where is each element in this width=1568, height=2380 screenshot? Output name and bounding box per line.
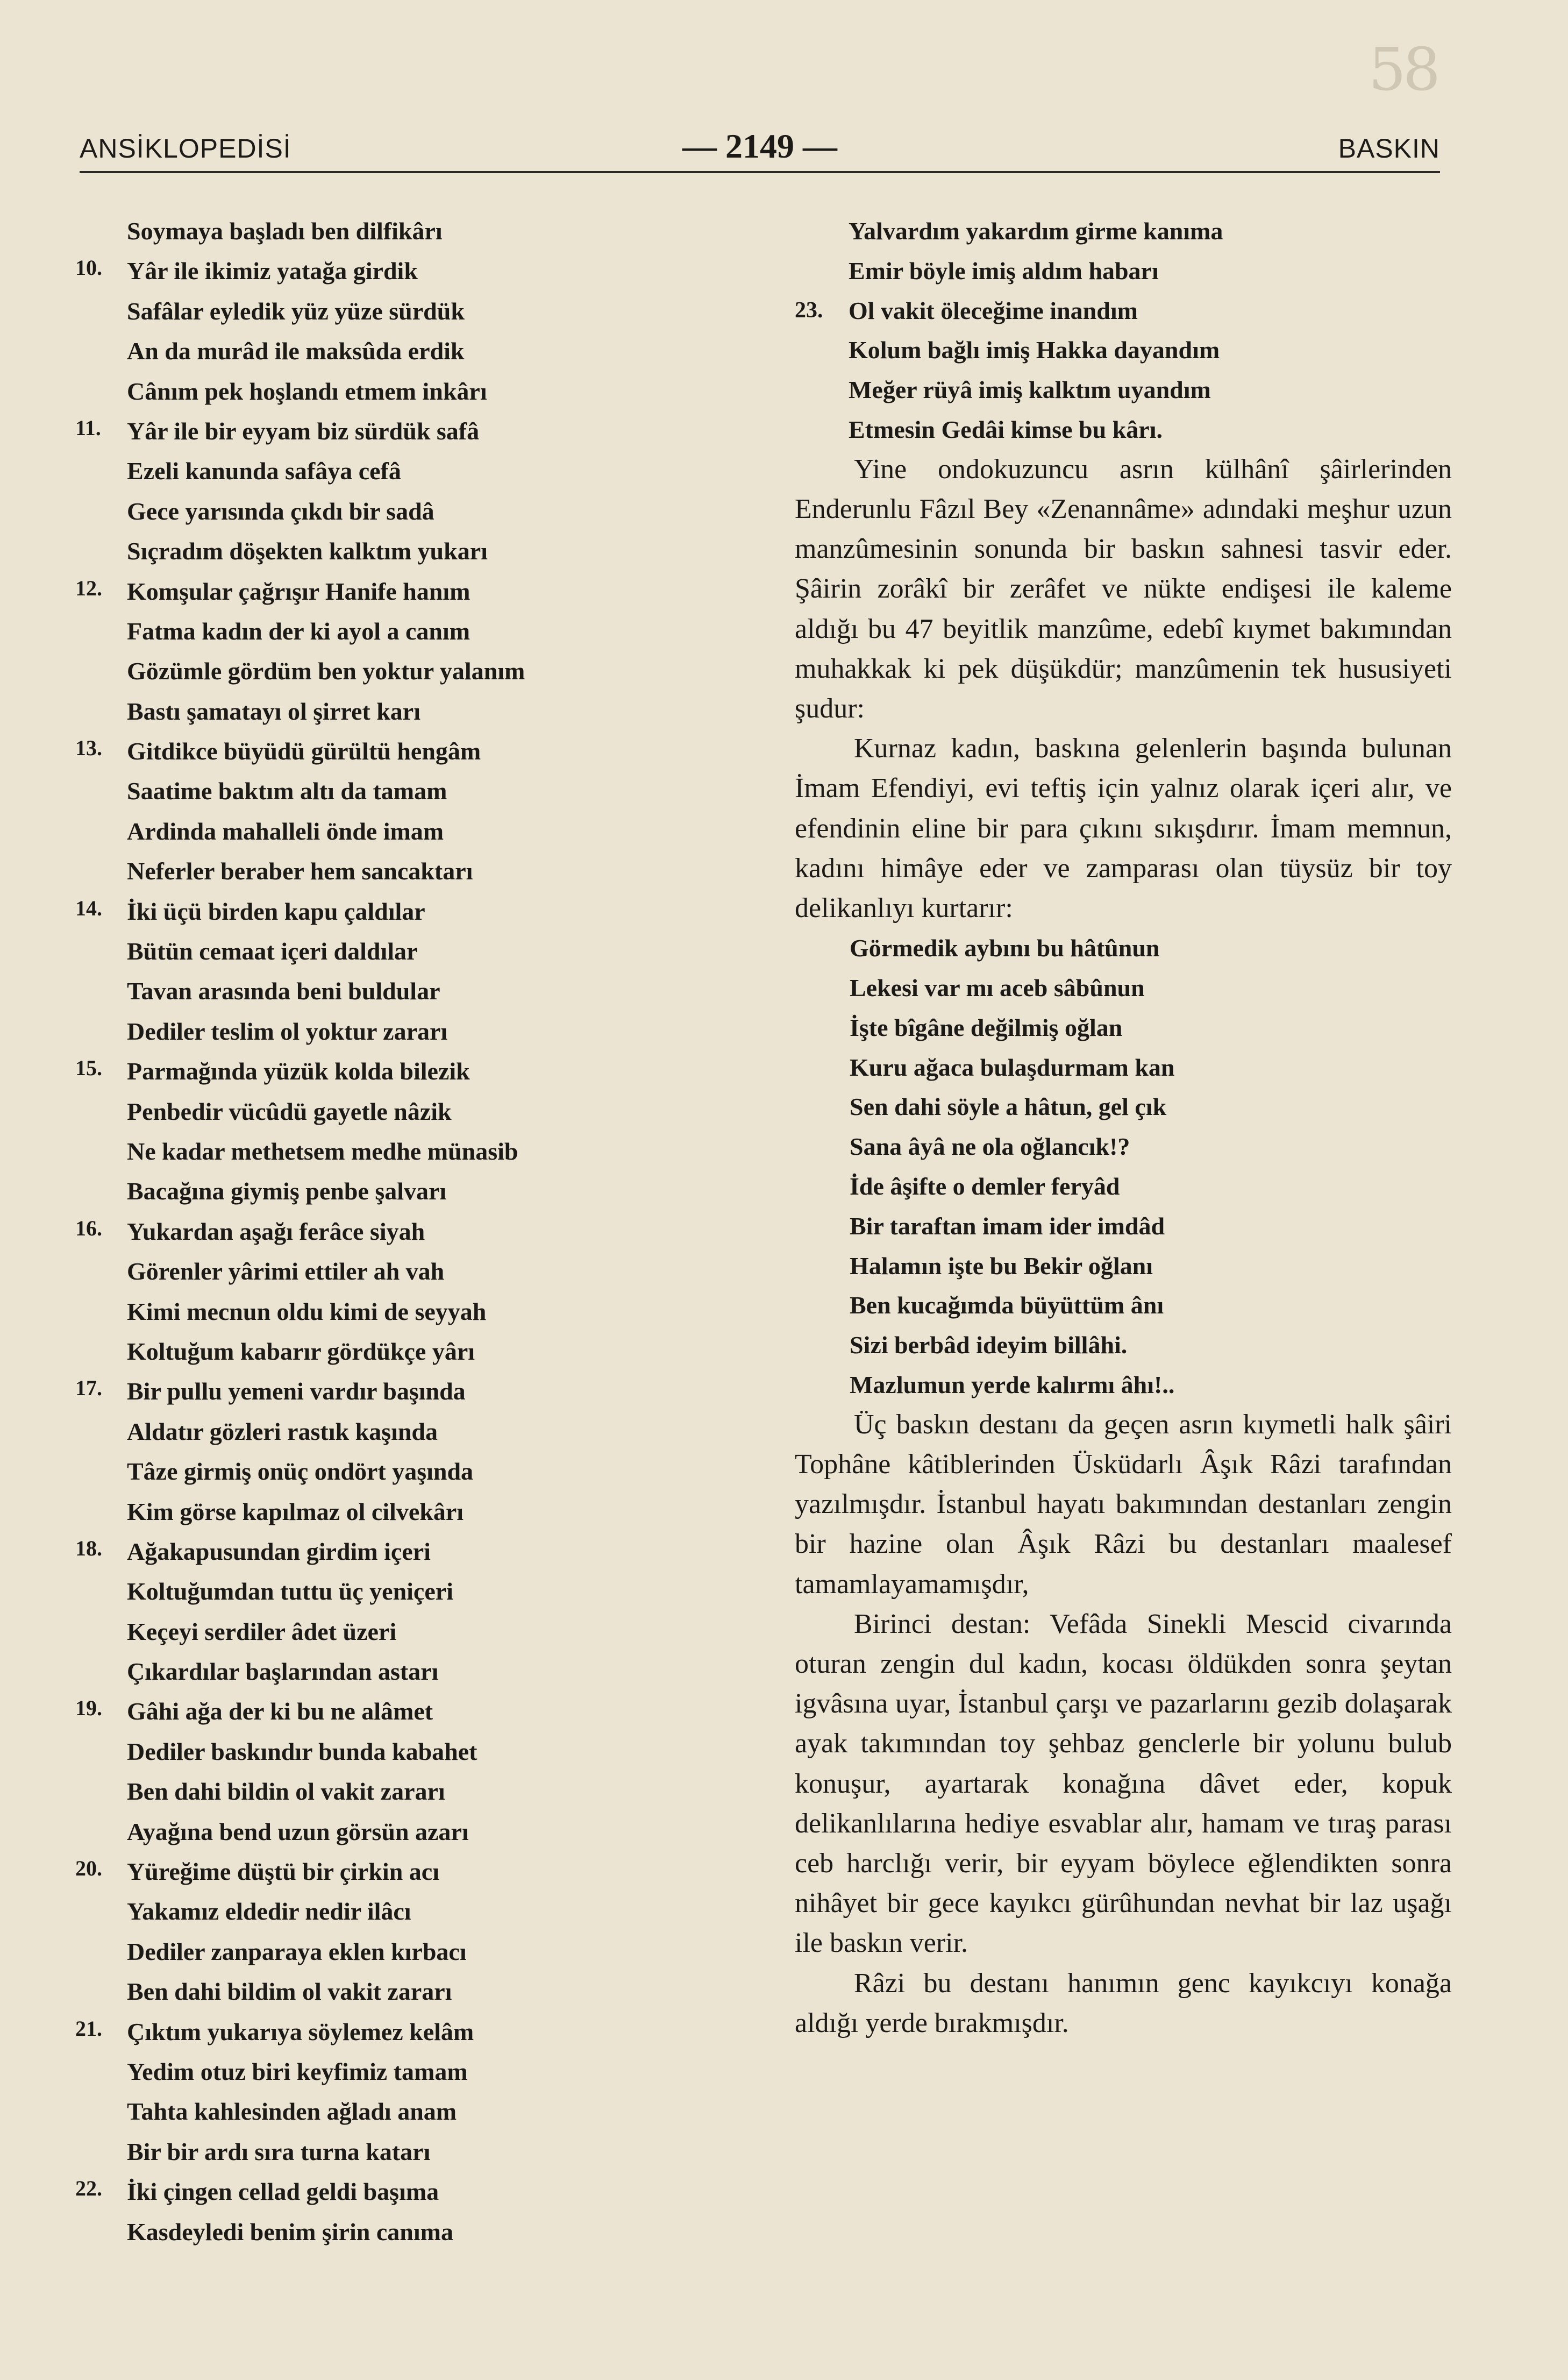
verse-text: Yâr ile bir eyyam biz sürdük safâ xyxy=(127,417,480,445)
paragraph-razi-destan: Râzi bu destanı hanımın genc kayıkcıyı konağa aldığı yerde bırakmışdır. xyxy=(795,1967,1452,2038)
verse-line xyxy=(70,1612,747,1652)
verse-text: Penbedir vücûdü gayetle nâzik xyxy=(127,1097,452,1125)
verse-line xyxy=(795,291,1452,331)
verse-text: Safâlar eyledik yüz yüze sürdük xyxy=(127,297,465,325)
verse-line xyxy=(70,1732,747,1772)
verse-text: Keçeyi serdiler âdet üzeri xyxy=(127,1617,397,1645)
verse-line xyxy=(70,1452,747,1491)
verse-number: 22. xyxy=(75,2176,102,2201)
verse-text: Parmağında yüzük kolda bilezik xyxy=(127,1057,470,1085)
verse-line: İşte bîgâne değilmiş oğlan xyxy=(850,1013,1123,1041)
verse-text: Gece yarısında çıkdı bir sadâ xyxy=(127,497,434,525)
verse-number: 17. xyxy=(75,1376,102,1401)
header-rule xyxy=(80,171,1440,173)
paragraph-birinci-destan: Birinci destan: Vefâda Sinekli Mescid civarında oturan zengin dul kadın, kocası öldükden sonra şeytan igvâsına uyar, İstanbul çarşı ve pazarlarını gezib dolaşarak ayak takımından toy şehbaz genclerle bir yolunu bulub konuşur, ayartarak konağına dâvet eder, kopuk delikanlılarına hediye esvablar alır, hamam ve tıraş parası ceb harclığı verir, bir eyyam böylece eğlendikten sonra nihâyet bir gece kayıkcı gürûhundan nevhat bir laz uşağı ile baskın verir. xyxy=(795,1608,1452,1959)
verse-text: Yüreğime düştü bir çirkin acı xyxy=(127,1858,439,1886)
verse-line: Sen dahi söyle a hâtun, gel çık xyxy=(850,1093,1167,1121)
verse-text: Emir böyle imiş aldım habarı xyxy=(849,257,1159,285)
verse-line xyxy=(70,651,747,691)
verse-number: 13. xyxy=(75,736,102,761)
left-column-verses xyxy=(70,211,747,2252)
verse-line xyxy=(70,251,747,291)
verse-line xyxy=(70,1692,747,1731)
verse-text: Dediler baskındır bunda kabahet xyxy=(127,1737,477,1765)
verse-line xyxy=(70,692,747,731)
verse-text: Ağakapusundan girdim içeri xyxy=(127,1537,431,1565)
verse-line xyxy=(70,1132,747,1171)
verse-text: Fatma kadın der ki ayol a canım xyxy=(127,617,471,645)
verse-number: 15. xyxy=(75,1056,102,1081)
verse-text: Yakamız eldedir nedir ilâcı xyxy=(127,1898,411,1926)
verse-line xyxy=(795,251,1452,291)
verse-text: Ardinda mahalleli önde imam xyxy=(127,817,444,845)
verse-line: Bir taraftan imam ider imdâd xyxy=(850,1212,1165,1240)
verse-line xyxy=(70,1972,747,2012)
verse-line xyxy=(70,2012,747,2052)
verse-line xyxy=(70,1652,747,1692)
verse-text: Kimi mecnun oldu kimi de seyyah xyxy=(127,1297,487,1325)
verse-text: Tahta kahlesinden ağladı anam xyxy=(127,2098,457,2126)
verse-line xyxy=(795,370,1452,410)
verse-line xyxy=(70,2052,747,2092)
verse-text: Yukardan aşağı ferâce siyah xyxy=(127,1217,425,1245)
verse-text: Gâhi ağa der ki bu ne alâmet xyxy=(127,1697,433,1725)
paragraph-fazil-bey: Yine ondokuzuncu asrın külhânî şâirlerinden Enderunlu Fâzıl Bey «Zenannâme» adındaki meşhur uzun manzûmesinin sonunda bir baskın sahnesi tasvir eder. Şâirin zorâkî bir zerâfet ve nükte endişesi ile kaleme aldığı bu 47 beyitlik manzûme, edebî kıymet bakımından muhakkak ki pek düşükdür; manzûmenin tek hususiyeti şudur: xyxy=(795,453,1452,724)
verse-line: Sana âyâ ne ola oğlancık!? xyxy=(850,1133,1130,1161)
page-number: — 2149 — xyxy=(682,127,837,165)
verse-number: 21. xyxy=(75,2016,102,2041)
verse-line xyxy=(70,1212,747,1252)
verse-text: Gitdikce büyüdü gürültü hengâm xyxy=(127,737,481,765)
verse-line: Mazlumun yerde kalırmı âhı!.. xyxy=(850,1370,1175,1398)
verse-text: Koltuğumdan tuttu üç yeniçeri xyxy=(127,1578,453,1605)
verse-text: İki çingen cellad geldi başıma xyxy=(127,2178,439,2206)
verse-line: Sizi berbâd ideyim billâhi. xyxy=(850,1331,1128,1359)
prose-block-2 xyxy=(795,1405,1452,2043)
verse-text: Yâr ile ikimiz yatağa girdik xyxy=(127,257,418,285)
verse-line xyxy=(70,771,747,811)
verse-text: Kim görse kapılmaz ol cilvekârı xyxy=(127,1497,464,1525)
verse-line xyxy=(70,331,747,371)
verse-line xyxy=(70,2212,747,2252)
verse-line xyxy=(70,1252,747,1291)
verse-text: Koltuğum kabarır gördükçe yârı xyxy=(127,1337,475,1365)
verse-line xyxy=(70,1892,747,1931)
verse-text: Dediler teslim ol yoktur zararı xyxy=(127,1017,448,1045)
verse-line xyxy=(70,211,747,251)
page-header xyxy=(80,126,1440,175)
verse-line xyxy=(70,2172,747,2212)
verse-text: Aldatır gözleri rastık kaşında xyxy=(127,1417,438,1445)
verse-text: Ne kadar methetsem medhe münasib xyxy=(127,1137,518,1165)
verse-number: 16. xyxy=(75,1216,102,1240)
verse-text: Bastı şamatayı ol şirret karı xyxy=(127,697,420,725)
verse-line xyxy=(70,1372,747,1411)
verse-number: 12. xyxy=(75,576,102,600)
prose-block-1 xyxy=(795,450,1452,928)
paragraph-asik-razi: Üç baskın destanı da geçen asrın kıymetli halk şâiri Tophâne kâtiblerinden Üsküdarlı Âşık Râzi tarafından yazılmışdır. İstanbul hayatı bakımından destanları zengin bir hazine olan Âşık Râzi bu destanları maalesef tamamlayamamışdır, xyxy=(795,1409,1452,1600)
verse-line xyxy=(70,492,747,531)
verse-text: Yalvardım yakardım girme kanıma xyxy=(849,217,1223,245)
verse-text: Saatime baktım altı da tamam xyxy=(127,777,447,805)
verse-line xyxy=(70,1171,747,1211)
verse-line xyxy=(70,1012,747,1052)
verse-text: Etmesin Gedâi kimse bu kârı. xyxy=(849,415,1163,443)
verse-text: Çıkardılar başlarından astarı xyxy=(127,1658,439,1686)
verse-number: 20. xyxy=(75,1856,102,1881)
handwritten-page-mark: 58 xyxy=(1369,35,1437,104)
verse-line: Halamın işte bu Bekir oğlanı xyxy=(850,1252,1153,1280)
verse-number: 11. xyxy=(75,415,101,440)
verse-line xyxy=(70,971,747,1011)
verse-line xyxy=(70,932,747,971)
verse-line xyxy=(70,1332,747,1372)
verse-text: Ezeli kanunda safâya cefâ xyxy=(127,457,401,485)
verse-text: Dediler zanparaya eklen kırbacı xyxy=(127,1937,467,1965)
verse-line: Kuru ağaca bulaşdurmam kan xyxy=(850,1053,1175,1081)
verse-text: Çıktım yukarıya söylemez kelâm xyxy=(127,2017,474,2045)
verse-line xyxy=(70,1532,747,1572)
verse-line xyxy=(70,1772,747,1811)
verse-line xyxy=(70,1292,747,1332)
verse-text: Ben dahi bildin ol vakit zararı xyxy=(127,1778,445,1806)
verse-text: Tavan arasında beni buldular xyxy=(127,977,440,1005)
verse-text: Ben dahi bildim ol vakit zararı xyxy=(127,1978,452,2006)
header-entry-word: BASKIN xyxy=(1338,133,1440,164)
verse-line xyxy=(70,731,747,771)
right-verse-middle xyxy=(795,928,1452,1405)
verse-line xyxy=(795,211,1452,251)
verse-text: Gözümle gördüm ben yoktur yalanım xyxy=(127,657,525,685)
paragraph-kurnaz-kadin: Kurnaz kadın, baskına gelenlerin başında bulunan İmam Efendiyi, evi teftiş için yalnız olarak içeri alır, ve efendinin eline bir para çıkını sıkışdırır. İmam memnun, kadını himâye eder ve zamparası olan tüysüz bir toy delikanlıyı kurtarır: xyxy=(795,733,1452,924)
verse-line xyxy=(70,1052,747,1091)
verse-line: İde âşifte o demler feryâd xyxy=(850,1173,1120,1200)
verse-text: Ayağına bend uzun görsün azarı xyxy=(127,1817,469,1845)
verse-line xyxy=(70,2132,747,2172)
verse-line xyxy=(70,1412,747,1452)
verse-text: Neferler beraber hem sancaktarı xyxy=(127,857,473,885)
verse-line xyxy=(70,292,747,331)
right-column xyxy=(795,211,1452,2043)
right-verse-top xyxy=(795,211,1452,450)
verse-line xyxy=(70,1852,747,1892)
verse-line xyxy=(70,1092,747,1132)
verse-text: Komşular çağrışır Hanife hanım xyxy=(127,577,471,605)
verse-line xyxy=(70,451,747,491)
verse-line xyxy=(70,572,747,612)
verse-line xyxy=(70,1812,747,1852)
verse-line xyxy=(70,851,747,891)
verse-line xyxy=(795,330,1452,370)
verse-line xyxy=(70,812,747,851)
verse-text: Bir pullu yemeni vardır başında xyxy=(127,1377,466,1405)
verse-text: Görenler yârimi ettiler ah vah xyxy=(127,1258,445,1285)
verse-line xyxy=(70,411,747,451)
verse-line xyxy=(70,612,747,651)
verse-number: 18. xyxy=(75,1536,102,1560)
verse-text: Bacağına giymiş penbe şalvarı xyxy=(127,1177,447,1205)
verse-line xyxy=(70,372,747,411)
verse-line xyxy=(70,2092,747,2132)
verse-text: Ol vakit öleceğime inandım xyxy=(849,296,1138,324)
verse-number: 19. xyxy=(75,1696,102,1721)
verse-text: Yedim otuz biri keyfimiz tamam xyxy=(127,2057,468,2085)
verse-line: Ben kucağımda büyüttüm ânı xyxy=(850,1291,1164,1319)
verse-text: An da murâd ile maksûda erdik xyxy=(127,337,465,365)
verse-text: Tâze girmiş onüç ondört yaşında xyxy=(127,1458,474,1486)
verse-line xyxy=(70,531,747,571)
verse-line: Lekesi var mı aceb sâbûnun xyxy=(850,974,1145,1002)
verse-text: Bütün cemaat içeri daldılar xyxy=(127,937,418,965)
verse-line xyxy=(70,1932,747,1972)
verse-text: İki üçü birden kapu çaldılar xyxy=(127,897,425,925)
verse-line xyxy=(70,892,747,932)
verse-text: Cânım pek hoşlandı etmem inkârı xyxy=(127,377,487,405)
verse-text: Kasdeyledi benim şirin canıma xyxy=(127,2218,453,2246)
verse-text: Bir bir ardı sıra turna katarı xyxy=(127,2137,431,2165)
verse-line xyxy=(70,1492,747,1532)
verse-number: 14. xyxy=(75,896,102,920)
verse-number: 10. xyxy=(75,255,102,280)
verse-line xyxy=(795,410,1452,450)
header-encyclopedia-label: ANSİKLOPEDİSİ xyxy=(80,133,291,164)
verse-text: Meğer rüyâ imiş kalktım uyandım xyxy=(849,376,1211,404)
verse-text: Sıçradım döşekten kalktım yukarı xyxy=(127,537,488,565)
verse-number: 23. xyxy=(795,297,823,323)
verse-line xyxy=(70,1572,747,1611)
verse-line: Görmedik aybını bu hâtûnun xyxy=(850,934,1160,962)
verse-text: Kolum bağlı imiş Hakka dayandım xyxy=(849,336,1220,364)
verse-text: Soymaya başladı ben dilfikârı xyxy=(127,217,443,245)
